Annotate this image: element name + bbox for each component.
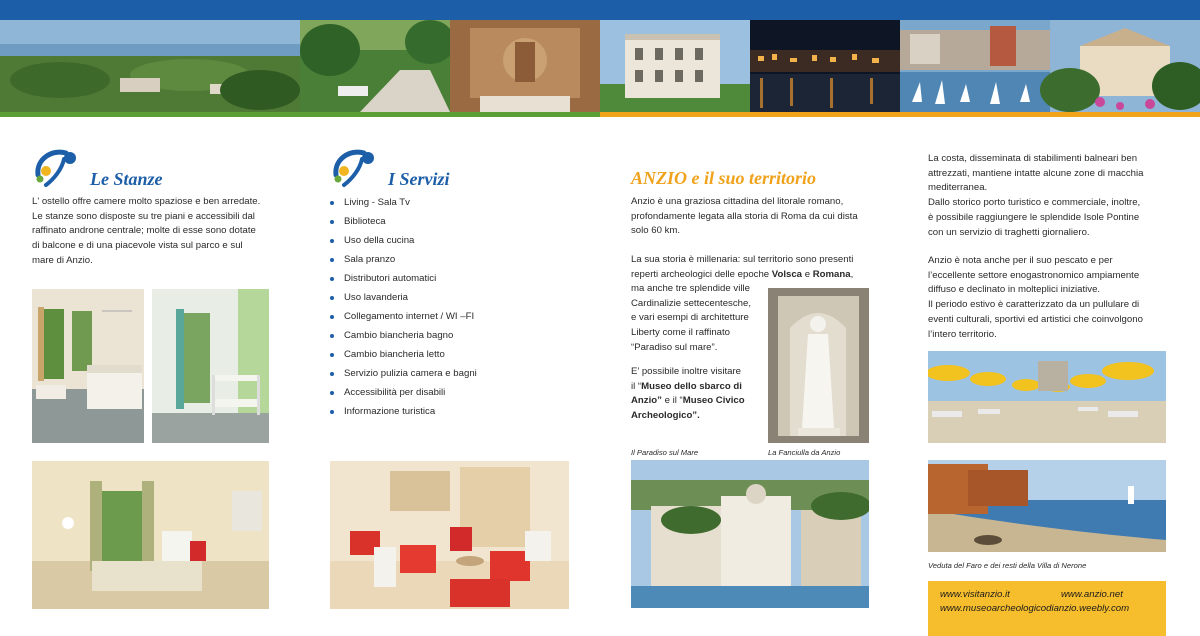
list-item: Uso della cucina bbox=[330, 231, 560, 250]
territorio-line: l’intero territorio. bbox=[928, 328, 997, 340]
liberty-villa-photo bbox=[1040, 20, 1200, 112]
servizi-title: I Servizi bbox=[388, 169, 450, 189]
bullet-icon bbox=[330, 277, 334, 281]
territorio-line: con un servizio di traghetti giornaliero. bbox=[928, 226, 1090, 238]
list-item: Servizio pulizia camera e bagni bbox=[330, 364, 560, 383]
coast-panorama-photo bbox=[0, 20, 300, 112]
anzio-museums bbox=[631, 365, 766, 424]
bullet-icon bbox=[330, 201, 334, 205]
territorio-line: è possibile raggiungere le splendide Isole Pontine bbox=[928, 211, 1140, 223]
anzio-line: reperti archeologici delle epoche Volsca e Romana, bbox=[631, 268, 854, 280]
territorio-coast bbox=[928, 152, 1178, 240]
church-mosaic-photo bbox=[450, 20, 600, 112]
anzio-line: E’ possibile inoltre visitare bbox=[631, 366, 742, 377]
territorio-food bbox=[928, 254, 1178, 342]
bullet-icon bbox=[330, 410, 334, 414]
list-item: Collegamento internet / WI –FI bbox=[330, 307, 560, 326]
room-red-chair-photo bbox=[32, 461, 269, 609]
bullet-icon bbox=[330, 258, 334, 262]
territorio-line: l’eccellente settore enogastronomico ampiamente bbox=[928, 269, 1140, 281]
stanze-line: di balcone e di una piacevole vista sul parco e sul bbox=[32, 240, 243, 252]
list-item: Informazione turistica bbox=[330, 402, 560, 421]
fanciulla-statue-photo bbox=[768, 288, 869, 443]
anzio-line: il “Museo dello sbarco di bbox=[631, 380, 742, 392]
bullet-icon bbox=[330, 391, 334, 395]
list-item: Cambio biancheria letto bbox=[330, 345, 560, 364]
anzio-line: Anzio è una graziosa cittadina del litorale romano, bbox=[631, 196, 844, 207]
header-photo-strip bbox=[0, 20, 1200, 112]
anzio-line: Liberty come il raffinato bbox=[631, 327, 731, 339]
living-room-photo bbox=[330, 461, 569, 609]
link-visitanzio[interactable]: www.visitanzio.it bbox=[940, 589, 1010, 600]
stanze-title: Le Stanze bbox=[90, 169, 163, 189]
list-item: Uso lavanderia bbox=[330, 288, 560, 307]
territorio-line: attrezzati, mantiene intatte alcune zone di macchia bbox=[928, 167, 1144, 179]
bullet-icon bbox=[330, 315, 334, 319]
caption-fanciulla: La Fanciulla da Anzio bbox=[768, 448, 841, 457]
villa-photo bbox=[600, 20, 750, 112]
stanze-line: raffinato androne centrale; molte di esse sono dotate bbox=[32, 225, 256, 237]
bullet-icon bbox=[330, 220, 334, 224]
bullet-icon bbox=[330, 296, 334, 300]
bullet-icon bbox=[330, 334, 334, 338]
anzio-line: e vari esempi di architetture bbox=[631, 312, 749, 324]
regatta-photo bbox=[900, 20, 1050, 112]
beach-umbrellas-photo bbox=[928, 351, 1166, 443]
link-anzio-net[interactable]: www.anzio.net bbox=[1061, 589, 1123, 600]
list-item: Sala pranzo bbox=[330, 250, 560, 269]
anzio-line: profondamente legata alla storia di Roma da cui dista bbox=[631, 210, 858, 222]
territorio-line: Dallo storico porto turistico e commerciale, inoltre, bbox=[928, 197, 1141, 209]
servizi-list bbox=[330, 193, 560, 421]
anzio-line: Cardinalizie settecentesche, bbox=[631, 297, 751, 309]
stanze-description bbox=[32, 195, 282, 269]
list-item: Biblioteca bbox=[330, 212, 560, 231]
caption-paradiso: Il Paradiso sul Mare bbox=[631, 448, 699, 457]
room-double-photo bbox=[32, 289, 144, 443]
anzio-intro bbox=[631, 195, 881, 239]
anzio-line: La sua storia è millenaria: sul territorio sono presenti bbox=[631, 254, 854, 265]
faro-villa-nerone-photo bbox=[928, 460, 1166, 552]
anzio-line: “Paradiso sul mare”. bbox=[631, 341, 718, 353]
bullet-icon bbox=[330, 239, 334, 243]
night-harbour-photo bbox=[750, 20, 900, 112]
stanze-line: Le stanze sono disposte su tre piani e accessibili dal bbox=[32, 210, 255, 222]
orange-divider bbox=[600, 112, 1200, 117]
anzio-line: ma anche tre splendide ville bbox=[631, 283, 750, 294]
paradiso-sul-mare-photo bbox=[631, 460, 869, 608]
bullet-icon bbox=[330, 372, 334, 376]
list-item: Distributori automatici bbox=[330, 269, 560, 288]
anzio-line: Archeologico”. bbox=[631, 410, 700, 422]
list-item: Accessibilità per disabili bbox=[330, 383, 560, 402]
room-bunkbed-photo bbox=[152, 289, 269, 443]
territorio-line: mediterranea. bbox=[928, 182, 988, 194]
territorio-line: diffuso e declinato in molteplici iniziative. bbox=[928, 284, 1101, 296]
anzio-villas bbox=[631, 282, 766, 356]
territorio-line: Il periodo estivo è caratterizzato da un pullulare di bbox=[928, 299, 1140, 311]
stanze-line: L' ostello offre camere molto spaziose e ben arredate. bbox=[32, 196, 261, 207]
list-item: Cambio biancheria bagno bbox=[330, 326, 560, 345]
list-item: Living - Sala Tv bbox=[330, 193, 560, 212]
bullet-icon bbox=[330, 353, 334, 357]
links-box bbox=[928, 581, 1166, 636]
anzio-history bbox=[631, 253, 881, 282]
territorio-line: Anzio è nota anche per il suo pescato e per bbox=[928, 255, 1113, 266]
top-blue-band bbox=[0, 0, 1200, 20]
anzio-title: ANZIO e il suo territorio bbox=[631, 168, 817, 188]
territorio-line: eventi culturali, sportivi ed artistici che coinvolgono bbox=[928, 313, 1143, 325]
park-path-photo bbox=[300, 20, 455, 112]
territorio-line: La costa, disseminata di stabilimenti balneari ben bbox=[928, 153, 1138, 164]
anzio-line: solo 60 km. bbox=[631, 225, 681, 237]
caption-faro: Veduta del Faro e dei resti della Villa di Nerone bbox=[928, 561, 1087, 570]
stanze-line: mare di Anzio. bbox=[32, 254, 93, 266]
hostel-logo-icon bbox=[32, 145, 80, 191]
anzio-line: Anzio” e il “Museo Civico bbox=[631, 395, 745, 407]
green-divider bbox=[0, 112, 600, 117]
hostel-logo-icon bbox=[330, 145, 378, 191]
link-museo[interactable]: www.museoarcheologicodianzio.weebly.com bbox=[940, 603, 1130, 614]
